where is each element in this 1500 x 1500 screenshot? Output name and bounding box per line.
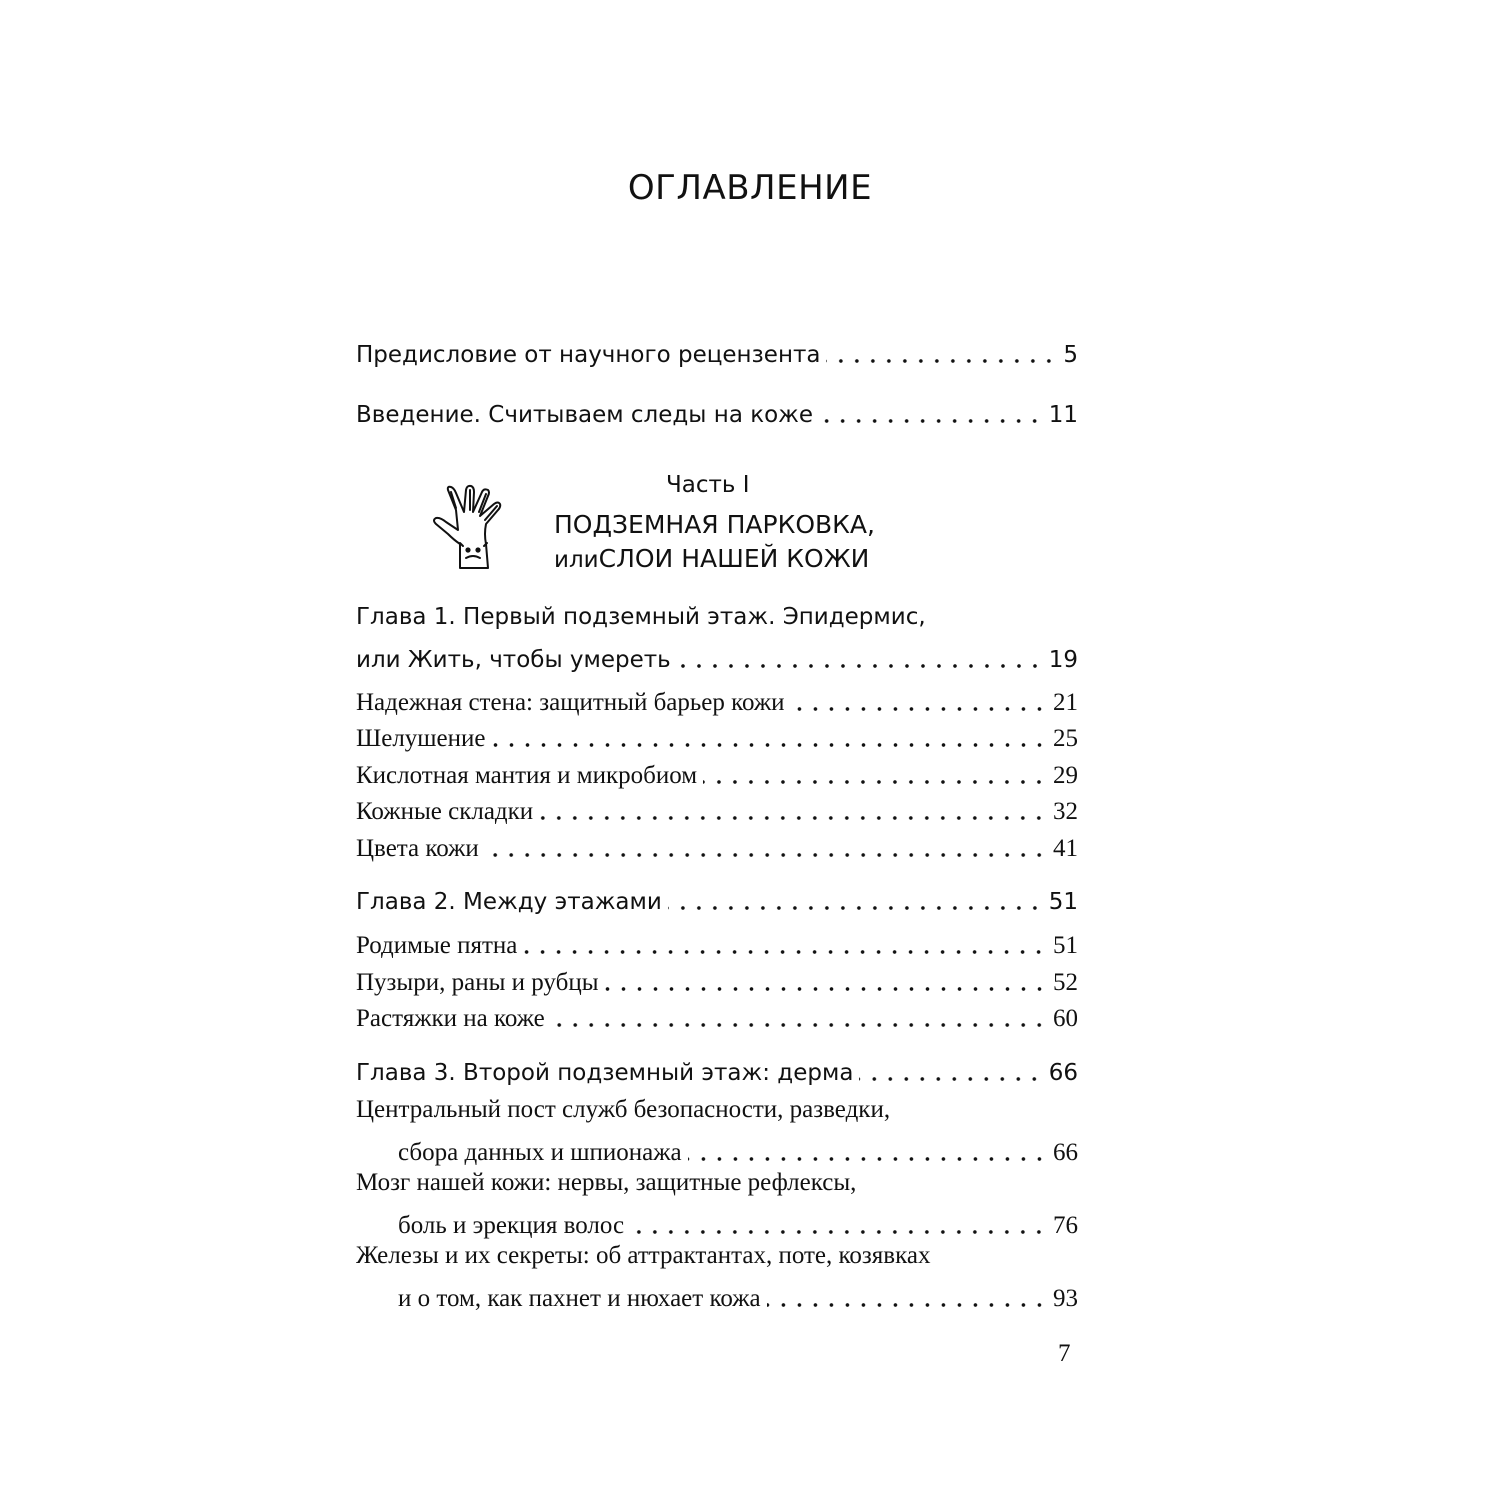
part-title-line-1: ПОДЗЕМНАЯ ПАРКОВКА, — [554, 510, 875, 539]
toc-entry-section[interactable] — [356, 918, 1078, 958]
toc-entry-page: 76 — [1053, 1212, 1078, 1239]
toc-entry-label: Кожные складки — [356, 798, 534, 825]
toc-section-line-1: Железы и их секреты: об аттрактантах, поте, козявках — [356, 1242, 931, 1269]
part-title-prefix: или — [554, 547, 599, 573]
page-title: ОГЛАВЛЕНИЕ — [627, 168, 873, 208]
toc-entry-section[interactable] — [356, 675, 1078, 715]
hand-drawing-icon — [430, 484, 514, 576]
part-header — [430, 462, 900, 582]
toc-entry-section[interactable] — [356, 711, 1078, 751]
toc-entry-page: 60 — [1053, 1005, 1078, 1032]
toc-entry-page: 5 — [1063, 342, 1078, 368]
toc-entry-page: 21 — [1053, 689, 1078, 716]
toc-entry-section[interactable] — [356, 821, 1078, 861]
toc-entry-label: сбора данных и шпионажа — [398, 1139, 682, 1166]
toc-entry-label: Пузыри, раны и рубцы — [356, 969, 599, 996]
toc-entry-label: боль и эрекция волос — [398, 1212, 625, 1239]
toc-entry-section[interactable] — [356, 784, 1078, 824]
part-title-rest: СЛОИ НАШЕЙ КОЖИ — [598, 544, 870, 573]
toc-entry-label: Глава 3. Второй подземный этаж: дерма — [356, 1060, 854, 1086]
toc-entry-page: 41 — [1053, 835, 1078, 862]
toc-entry-label: Шелушение — [356, 725, 486, 752]
page-number: 7 — [1058, 1340, 1071, 1367]
toc-entry-label: и о том, как пахнет и нюхает кожа — [398, 1285, 761, 1312]
toc-entry-label: Кислотная мантия и микробиом — [356, 762, 698, 789]
part-label: Часть I — [666, 472, 750, 498]
toc-entry-section[interactable] — [398, 1198, 1078, 1238]
leader-dots — [668, 905, 1043, 911]
toc-entry-introduction[interactable] — [356, 387, 1078, 427]
toc-entry-page: 66 — [1048, 1060, 1078, 1086]
toc-entry-label: Введение. Считываем следы на коже — [356, 402, 814, 428]
toc-entry-foreword[interactable] — [356, 327, 1078, 367]
toc-entry-page: 51 — [1053, 932, 1078, 959]
part-title-line-2 — [554, 544, 869, 573]
toc-entry-page: 51 — [1048, 889, 1078, 915]
chapter-1-title-line-1: Глава 1. Первый подземный этаж. Эпидермис, — [356, 604, 926, 630]
toc-entry-label: Глава 2. Между этажами — [356, 889, 662, 915]
toc-entry-label: Родимые пятна — [356, 932, 518, 959]
toc-entry-section[interactable] — [356, 955, 1078, 995]
leader-dots — [551, 1022, 1047, 1028]
toc-entry-page: 66 — [1053, 1139, 1078, 1166]
leader-dots — [767, 1302, 1047, 1308]
toc-entry-section[interactable] — [398, 1271, 1078, 1311]
leader-dots — [485, 852, 1047, 858]
toc-entry-label: Надежная стена: защитный барьер кожи — [356, 689, 785, 716]
toc-entry-chapter-2[interactable] — [356, 874, 1078, 914]
leader-dots — [819, 418, 1043, 424]
toc-entry-section[interactable] — [398, 1125, 1078, 1165]
toc-entry-label: Предисловие от научного рецензента — [356, 342, 821, 368]
toc-entry-section[interactable] — [356, 748, 1078, 788]
toc-entry-label: или Жить, чтобы умереть — [356, 647, 671, 673]
toc-entry-section[interactable] — [356, 991, 1078, 1031]
leader-dots — [826, 358, 1057, 364]
toc-entry-page: 19 — [1048, 647, 1078, 673]
toc-entry-page: 32 — [1053, 798, 1078, 825]
toc-entry-page: 93 — [1053, 1285, 1078, 1312]
toc-entry-page: 11 — [1048, 402, 1078, 428]
leader-dots — [688, 1156, 1047, 1162]
toc-entry-label: Цвета кожи — [356, 835, 479, 862]
toc-section-line-1: Мозг нашей кожи: нервы, защитные рефлексы, — [356, 1169, 857, 1196]
toc-section-line-1: Центральный пост служб безопасности, разведки, — [356, 1096, 891, 1123]
toc-entry-page: 25 — [1053, 725, 1078, 752]
leader-dots — [859, 1076, 1042, 1082]
toc-entry-chapter-1[interactable] — [356, 632, 1078, 672]
toc-entry-label: Растяжки на коже — [356, 1005, 545, 1032]
toc-entry-page: 52 — [1053, 969, 1078, 996]
toc-entry-page: 29 — [1053, 762, 1078, 789]
leader-dots — [677, 663, 1043, 669]
leader-dots — [630, 1229, 1047, 1235]
toc-entry-chapter-3[interactable] — [356, 1045, 1078, 1085]
